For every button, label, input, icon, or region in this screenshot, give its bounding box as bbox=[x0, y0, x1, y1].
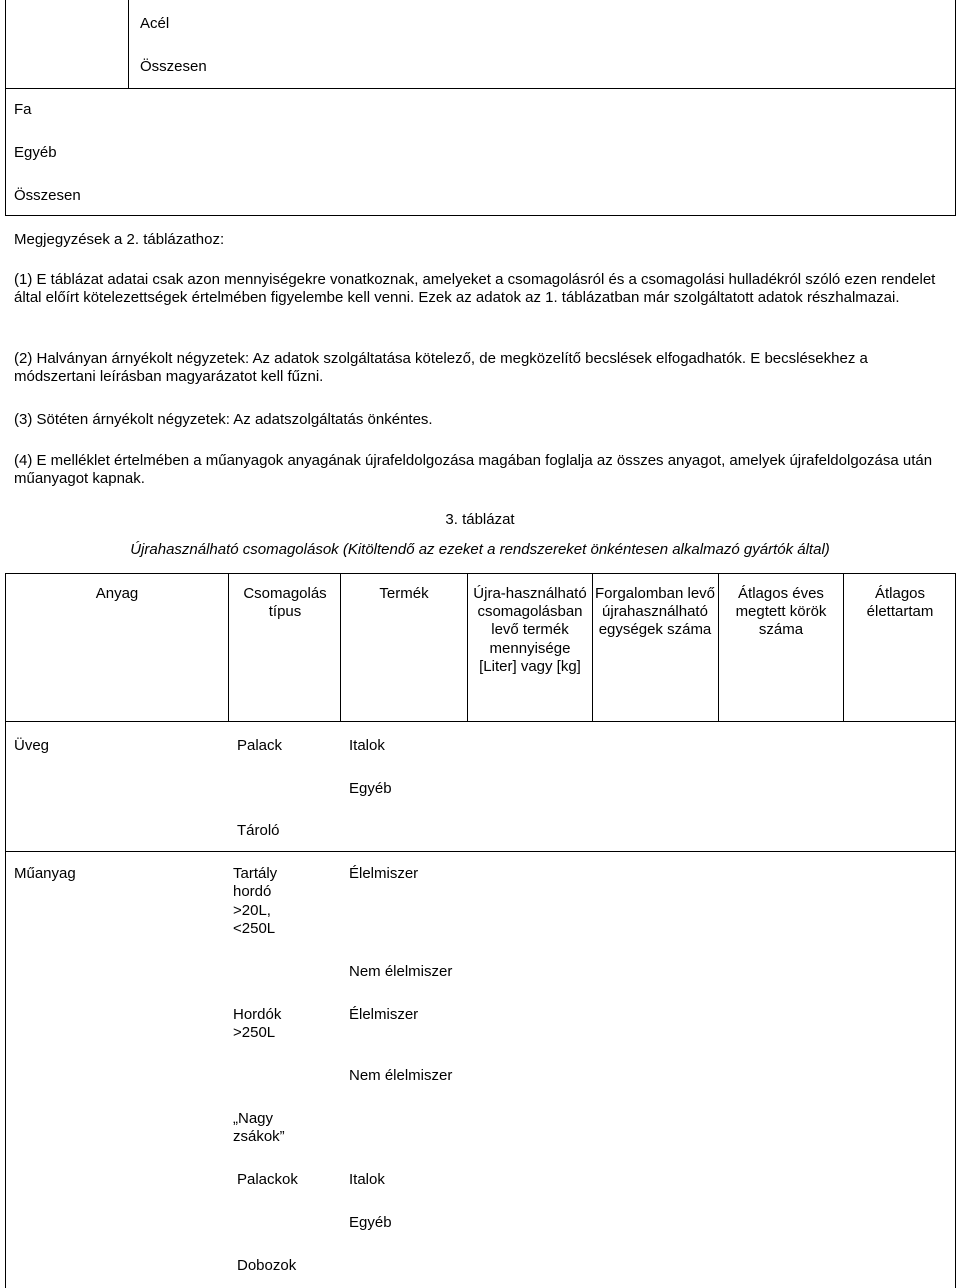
table2-row-fa: Fa bbox=[14, 101, 32, 118]
header-mennyiseg: Újra-használható csomagolásban levő termék mennyisége [Liter] vagy [kg] bbox=[473, 585, 587, 675]
row-hordok: Hordók >250L bbox=[233, 1006, 282, 1042]
row-nem-elelmiszer-1: Nem élelmiszer bbox=[349, 963, 453, 980]
note-3: (3) Sötéten árnyékolt négyzetek: Az adatszolgáltatás önkéntes. bbox=[14, 411, 433, 428]
row-dobozok: Dobozok bbox=[237, 1257, 297, 1274]
header-korok-szama: Átlagos éves megtett körök száma bbox=[735, 585, 827, 639]
note-4: (4) E melléklet értelmében a műanyagok anyagának újrafeldolgozása magában foglalja az összes anyagot, amelyek újrafeldolgozása után műanyagot kapnak. bbox=[14, 452, 933, 487]
row-muanyag: Műanyag bbox=[14, 865, 76, 882]
row-italok: Italok bbox=[349, 737, 385, 754]
table3-subtitle: Újrahasználható csomagolások (Kitöltendő az ezeket a rendszereket önkéntesen alkalmazó gyártók által) bbox=[130, 541, 830, 558]
row-tarolo: Tároló bbox=[237, 822, 280, 839]
header-anyag: Anyag bbox=[95, 585, 139, 602]
note-1: (1) E táblázat adatai csak azon mennyiségekre vonatkoznak, amelyeket a csomagolásról és a csomagolási hulladékról szóló ezen rendelet által előírt kötelezettségek értelmében figyelembe kell venni. Ezek az adatok az 1. táblázatban már szolgáltatott adatok részhalmazai. bbox=[14, 271, 936, 306]
header-csomagolas-tipus: Csomagolás típus bbox=[243, 585, 327, 621]
row-palackok: Palackok bbox=[237, 1171, 298, 1188]
row-elelmiszer-2: Élelmiszer bbox=[349, 1006, 419, 1023]
row-nem-elelmiszer-2: Nem élelmiszer bbox=[349, 1067, 453, 1084]
header-egysegek-szama: Forgalomban levő újrahasználható egységek száma bbox=[594, 585, 716, 639]
row-tartaly-hordo: Tartály hordó >20L, <250L bbox=[233, 865, 278, 937]
header-elettartam: Átlagos élettartam bbox=[866, 585, 934, 621]
notes-heading: Megjegyzések a 2. táblázathoz: bbox=[14, 231, 225, 248]
header-termek: Termék bbox=[379, 585, 429, 602]
row-egyeb-2: Egyéb bbox=[349, 1214, 392, 1231]
row-elelmiszer-1: Élelmiszer bbox=[349, 865, 419, 882]
note-2: (2) Halványan árnyékolt négyzetek: Az adatok szolgáltatása kötelező, de megközelítő becslések elfogadhatók. E becslésekhez a módszertani leírásban magyarázatot kell fűzni. bbox=[14, 350, 868, 385]
row-italok-2: Italok bbox=[349, 1171, 385, 1188]
table2-row-egyeb: Egyéb bbox=[14, 144, 57, 161]
table3-title: 3. táblázat bbox=[445, 511, 515, 528]
table2-row-osszesen: Összesen bbox=[14, 187, 81, 204]
table2-row-acel: Acél bbox=[140, 15, 170, 32]
row-nagy-zsakok: „Nagy zsákok” bbox=[233, 1110, 285, 1146]
row-palack: Palack bbox=[237, 737, 283, 754]
row-uveg: Üveg bbox=[14, 737, 50, 754]
table2-row-osszesen-sub: Összesen bbox=[140, 58, 207, 75]
row-egyeb: Egyéb bbox=[349, 780, 392, 797]
